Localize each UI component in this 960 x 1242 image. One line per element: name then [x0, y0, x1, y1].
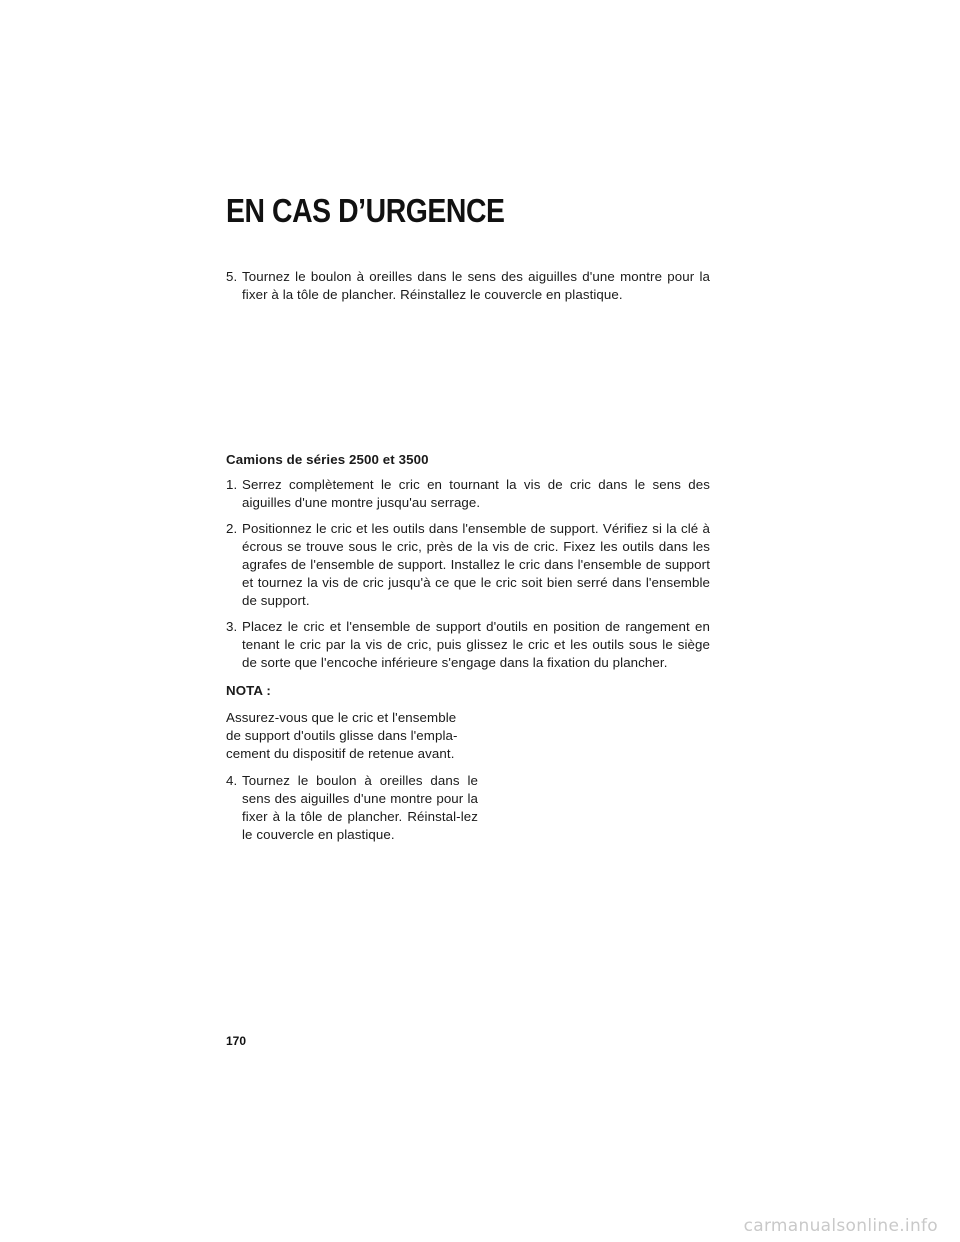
step-text: Placez le cric et l'ensemble de support d'outils en position de rangement en tenant le cric par la vis de cric, puis glissez le cric et les outils sous le siège de sorte que l'encoche inférieure s'engage dans la fixation du plancher. [242, 619, 710, 670]
section-heading: Camions de séries 2500 et 3500 [226, 452, 429, 467]
step-text: Positionnez le cric et les outils dans l'ensemble de support. Vérifiez si la clé à écrous se trouve sous le cric, près de la vis de cric. Fixez les outils dans les agrafes de l'ensemble de support. Installez le cric dans l'ensemble de support et tournez la vis de cric jusqu'à ce que le cric soit bien serré dans l'ensemble de support. [242, 521, 710, 608]
step-text: Tournez le boulon à oreilles dans le sens des aiguilles d'une montre pour la fixer à la tôle de plancher. Réinstallez le couvercle en plastique. [242, 269, 710, 302]
note-text: Assurez-vous que le cric et l'ensemble de support d'outils glisse dans l'empla-cement du dispositif de retenue avant. [226, 710, 458, 761]
list-item [226, 520, 710, 610]
step-number: 2. [226, 521, 238, 536]
step-number: 4. [226, 773, 238, 788]
section-2500-3500 [226, 451, 710, 844]
step-text: Serrez complètement le cric en tournant la vis de cric dans le sens des aiguilles d'une montre jusqu'au serrage. [242, 477, 710, 510]
step-list-top [226, 268, 710, 304]
step-number: 3. [226, 619, 238, 634]
step-number: 5. [226, 269, 238, 284]
page-number: 170 [226, 1034, 247, 1048]
list-item [226, 268, 710, 304]
step-text: Tournez le boulon à oreilles dans le sens des aiguilles d'une montre pour la fixer à la tôle de plancher. Réinstal-lez le couvercle en plastique. [242, 773, 478, 842]
list-item [226, 476, 710, 512]
step-number: 1. [226, 477, 238, 492]
watermark: carmanualsonline.info [743, 1216, 938, 1236]
list-item [226, 772, 478, 844]
note-label: NOTA : [226, 683, 271, 698]
list-item [226, 618, 710, 672]
page-title: EN CAS D’URGENCE [226, 192, 505, 229]
